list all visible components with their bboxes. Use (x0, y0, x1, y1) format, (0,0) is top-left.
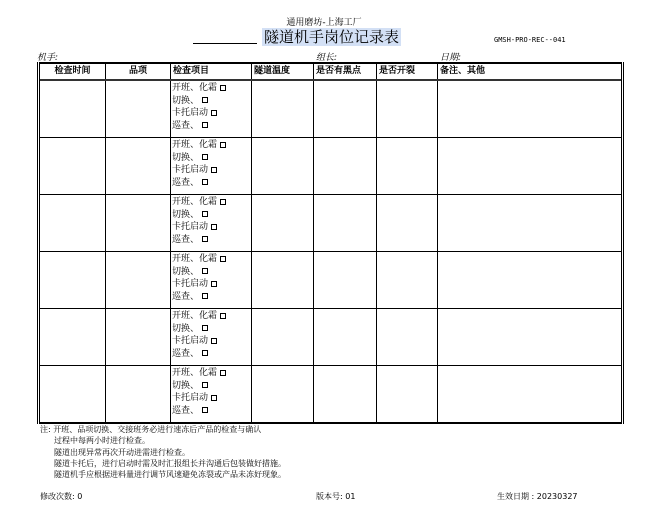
table-row (39, 252, 623, 309)
cracking-cell[interactable] (377, 80, 438, 138)
check-item (172, 221, 251, 234)
check-item (172, 95, 251, 108)
check-item-label: 切换、 (172, 323, 200, 334)
check-time-cell[interactable] (39, 138, 106, 195)
check-item (172, 120, 251, 133)
check-item (172, 164, 251, 177)
cracking-cell[interactable] (377, 309, 438, 366)
check-item (172, 348, 251, 361)
black-spots-cell[interactable] (314, 366, 377, 424)
check-item-label: 切换、 (172, 266, 200, 277)
remarks-cell[interactable] (438, 252, 623, 309)
check-item-label: 开班、化霜 (172, 368, 218, 378)
check-item (172, 335, 251, 348)
cracking-cell[interactable] (377, 366, 438, 424)
note-line: 隧道出现异常再次开动进需进行检查。 (54, 447, 190, 457)
note-line: 隧道机手应根据进料量进行调节风速避免冻裂或产品未冻好现象。 (54, 470, 286, 480)
date-label: 日期: (440, 53, 462, 63)
check-item-label: 开班、化霜 (172, 311, 218, 321)
checkbox-icon[interactable] (202, 350, 208, 356)
product-cell[interactable] (106, 252, 171, 309)
check-item (172, 107, 251, 120)
remarks-cell[interactable] (438, 366, 623, 424)
check-item-label: 开班、化霜 (172, 83, 218, 93)
check-items-cell[interactable] (171, 366, 252, 424)
checkbox-icon[interactable] (202, 211, 208, 217)
operator-label: 机手: (37, 53, 59, 63)
black-spots-cell[interactable] (314, 80, 377, 138)
check-time-cell[interactable] (39, 366, 106, 424)
tunnel-temp-cell[interactable] (252, 309, 314, 366)
col-black-spots: 是否有黑点 (314, 63, 377, 80)
product-cell[interactable] (106, 80, 171, 138)
remarks-cell[interactable] (438, 80, 623, 138)
check-items-cell[interactable] (171, 138, 252, 195)
check-item (172, 177, 251, 190)
product-cell[interactable] (106, 309, 171, 366)
check-item (172, 82, 251, 95)
table-row (39, 195, 623, 252)
check-item (172, 234, 251, 247)
checkbox-icon[interactable] (220, 370, 226, 376)
title-blank-line (193, 43, 257, 44)
cracking-cell[interactable] (377, 138, 438, 195)
check-item-label: 卡托启动 (172, 222, 209, 232)
checkbox-icon[interactable] (211, 110, 217, 116)
black-spots-cell[interactable] (314, 309, 377, 366)
table-row (39, 138, 623, 195)
check-item-label: 巡查、 (172, 291, 200, 302)
col-remarks: 备注、其他 (438, 63, 623, 80)
check-time-cell[interactable] (39, 309, 106, 366)
check-time-cell[interactable] (39, 195, 106, 252)
checkbox-icon[interactable] (202, 97, 208, 103)
check-item (172, 367, 251, 380)
check-item (172, 392, 251, 405)
notes-section (40, 424, 286, 480)
check-time-cell[interactable] (39, 80, 106, 138)
col-tunnel-temp: 隧道温度 (252, 63, 314, 80)
table-row (39, 309, 623, 366)
inspection-table (37, 62, 624, 424)
page-title: 隧道机手岗位记录表 (264, 28, 400, 46)
check-item-label: 巡查、 (172, 120, 200, 131)
check-item-label: 卡托启动 (172, 336, 209, 346)
table-row (39, 80, 623, 138)
revision-count: 修改次数: 0 (40, 492, 83, 501)
check-item-label: 开班、化霜 (172, 197, 218, 207)
checkbox-icon[interactable] (211, 167, 217, 173)
checkbox-icon[interactable] (202, 179, 208, 185)
check-item-label: 巡查、 (172, 177, 200, 188)
check-item-label: 切换、 (172, 152, 200, 163)
check-item-label: 巡查、 (172, 234, 200, 245)
checkbox-icon[interactable] (220, 142, 226, 148)
check-item (172, 380, 251, 393)
check-item-label: 切换、 (172, 380, 200, 391)
tunnel-temp-cell[interactable] (252, 138, 314, 195)
black-spots-cell[interactable] (314, 252, 377, 309)
version-number: 版本号: 01 (316, 492, 356, 501)
check-time-cell[interactable] (39, 252, 106, 309)
checkbox-icon[interactable] (202, 382, 208, 388)
check-item-label: 巡查、 (172, 405, 200, 416)
check-items-cell[interactable] (171, 80, 252, 138)
check-item (172, 323, 251, 336)
checkbox-icon[interactable] (202, 407, 208, 413)
remarks-cell[interactable] (438, 195, 623, 252)
check-items-cell[interactable] (171, 195, 252, 252)
col-check-items: 检查项目 (171, 63, 252, 80)
check-item-label: 卡托启动 (172, 165, 209, 175)
check-item-label: 卡托启动 (172, 108, 209, 118)
checkbox-icon[interactable] (202, 236, 208, 242)
check-item (172, 405, 251, 418)
table-header-row (39, 63, 623, 80)
check-item-label: 切换、 (172, 209, 200, 220)
note-line: 注: 开班、品项切换、交接班务必进行速冻后产品的检查与确认 (40, 425, 262, 434)
check-item-label: 切换、 (172, 95, 200, 106)
remarks-cell[interactable] (438, 309, 623, 366)
checkbox-icon[interactable] (220, 85, 226, 91)
product-cell[interactable] (106, 366, 171, 424)
col-product: 品项 (106, 63, 171, 80)
check-item (172, 310, 251, 323)
checkbox-icon[interactable] (211, 338, 217, 344)
check-item (172, 196, 251, 209)
checkbox-icon[interactable] (202, 154, 208, 160)
check-item-label: 开班、化霜 (172, 140, 218, 150)
check-items-cell[interactable] (171, 309, 252, 366)
remarks-cell[interactable] (438, 138, 623, 195)
black-spots-cell[interactable] (314, 195, 377, 252)
tunnel-temp-cell[interactable] (252, 80, 314, 138)
table-row (39, 366, 623, 424)
checkbox-icon[interactable] (202, 268, 208, 274)
check-item-label: 卡托启动 (172, 279, 209, 289)
black-spots-cell[interactable] (314, 138, 377, 195)
company-name: 通用磨坊-上海工厂 (286, 18, 362, 28)
checkbox-icon[interactable] (202, 293, 208, 299)
leader-label: 组长: (316, 53, 338, 63)
checkbox-icon[interactable] (211, 395, 217, 401)
check-item-label: 卡托启动 (172, 393, 209, 403)
document-code: GMSH-PRO-REC--041 (494, 36, 566, 44)
tunnel-temp-cell[interactable] (252, 366, 314, 424)
tunnel-temp-cell[interactable] (252, 195, 314, 252)
product-cell[interactable] (106, 195, 171, 252)
check-items-cell[interactable] (171, 252, 252, 309)
checkbox-icon[interactable] (202, 325, 208, 331)
check-item (172, 291, 251, 304)
check-item-label: 开班、化霜 (172, 254, 218, 264)
checkbox-icon[interactable] (220, 256, 226, 262)
cracking-cell[interactable] (377, 195, 438, 252)
col-cracking: 是否开裂 (377, 63, 438, 80)
note-line: 过程中每两小时进行检查。 (54, 436, 150, 446)
note-line: 隧道卡托后，进行启动时需及时汇报组长并沟通后包装做好措施。 (54, 458, 286, 468)
checkbox-icon[interactable] (211, 281, 217, 287)
check-item (172, 209, 251, 222)
checkbox-icon[interactable] (220, 199, 226, 205)
check-item-label: 巡查、 (172, 348, 200, 359)
check-item (172, 253, 251, 266)
checkbox-icon[interactable] (211, 224, 217, 230)
check-item (172, 152, 251, 165)
tunnel-temp-cell[interactable] (252, 252, 314, 309)
check-item (172, 139, 251, 152)
checkbox-icon[interactable] (220, 313, 226, 319)
check-item (172, 278, 251, 291)
cracking-cell[interactable] (377, 252, 438, 309)
checkbox-icon[interactable] (202, 122, 208, 128)
effective-date: 生效日期 : 20230327 (497, 492, 578, 501)
col-check-time: 检查时间 (39, 63, 106, 80)
product-cell[interactable] (106, 138, 171, 195)
check-item (172, 266, 251, 279)
